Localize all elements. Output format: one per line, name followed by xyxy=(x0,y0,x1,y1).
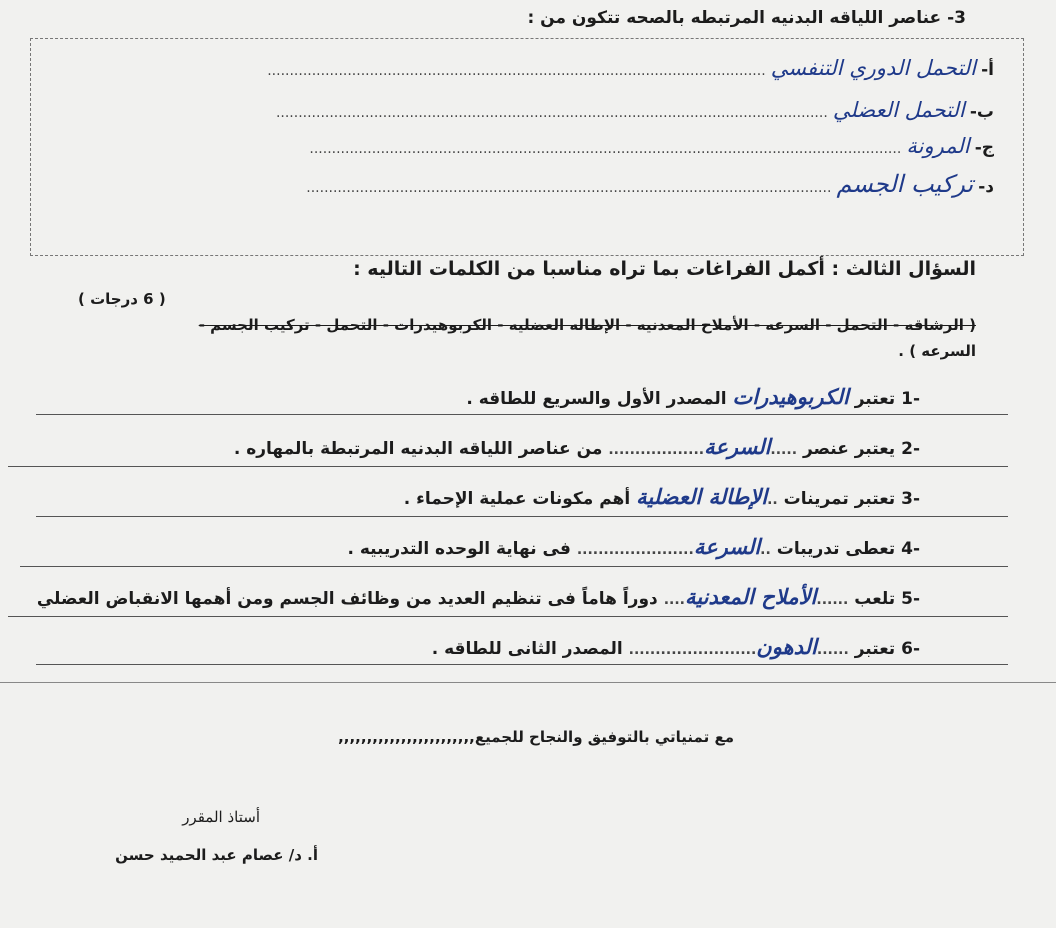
item-prefix: أ- xyxy=(981,60,994,80)
q2-heading: 3- عناصر اللياقه البدنيه المرتبطه بالصحه تتكون من : xyxy=(527,8,966,28)
item-text-before: تلعب xyxy=(854,589,896,609)
dotted-line: ..................................................................................................................................... xyxy=(309,141,902,157)
item-text-before: يعتبر عنصر xyxy=(802,439,896,459)
word-bank-line1: ( الرشاقه - التحمل - السرعه - الأملاح المعدنيه - الإطاله العضليه - الكربوهيدرات - التحمل - تركيب الجسم - xyxy=(198,316,976,334)
section-divider xyxy=(0,682,1056,683)
q2-item-a xyxy=(54,56,994,80)
q2-item-b xyxy=(54,98,994,122)
handwritten-answer: التحمل العضلي xyxy=(832,98,965,122)
answer-rule xyxy=(36,414,1008,415)
item-number: -2 xyxy=(901,439,920,459)
handwritten-answer: المرونة xyxy=(906,134,970,158)
q3-marks: ( 6 درجات ) xyxy=(78,290,166,308)
item-number: -5 xyxy=(901,589,920,609)
item-prefix: د- xyxy=(978,177,994,197)
item-number: -3 xyxy=(901,489,920,509)
item-text-after: فى نهاية الوحده التدريبيه . xyxy=(347,539,571,559)
item-number: -1 xyxy=(901,389,920,409)
item-prefix: ج- xyxy=(974,138,994,158)
closing-text: مع تمنياتي بالتوفيق والنجاح للجميع,,,,,,,,,,,,,,,,,,,,,,,, xyxy=(338,728,734,746)
answer-rule xyxy=(8,466,1008,467)
q3-item-4: -4 تعطى تدريبات ..السرعة...................... فى نهاية الوحده التدريبيه . xyxy=(347,534,920,559)
handwritten-answer: السرعة xyxy=(693,534,761,559)
handwritten-answer: السرعة xyxy=(704,434,771,459)
item-text-after: من عناصر اللياقه البدنيه المرتبطة بالمهاره . xyxy=(233,439,603,459)
q3-heading: السؤال الثالث : أكمل الفراغات بما تراه مناسبا من الكلمات التاليه : xyxy=(353,258,976,280)
item-text-before: تعتبر xyxy=(854,639,896,659)
handwritten-answer: الدهون xyxy=(756,634,817,659)
dotted-line: ............................................................................................................................ xyxy=(275,105,828,121)
item-text-after: دوراً هاماً فى تنظيم العديد من وظائف الجسم ومن أهمها الانقباض العضلي xyxy=(36,589,658,609)
signature-name: أ. د/ عصام عبد الحميد حسن xyxy=(115,846,318,864)
answer-rule xyxy=(36,664,1008,665)
q2-item-c xyxy=(54,134,994,158)
answer-rule xyxy=(36,516,1008,517)
item-number: -6 xyxy=(901,639,920,659)
handwritten-answer: الكربوهيدرات xyxy=(732,384,849,409)
item-text-after: المصدر الأول والسريع للطاقه . xyxy=(466,389,727,409)
q2-item-d xyxy=(54,170,994,198)
item-text-before: تعتبر تمرينات xyxy=(783,489,896,509)
item-text-before: تعتبر xyxy=(854,389,896,409)
item-text-before: تعطى تدريبات xyxy=(776,539,896,559)
q3-item-6: -6 تعتبر ......الدهون........................ المصدر الثانى للطاقه . xyxy=(431,634,920,659)
handwritten-answer: الإطالة العضلية xyxy=(636,484,768,509)
answer-rule xyxy=(8,616,1008,617)
signature-title: أستاذ المقرر xyxy=(182,808,260,826)
q3-item-3: -3 تعتبر تمرينات ..الإطالة العضلية أهم مكونات عملية الإحماء . xyxy=(403,484,920,509)
q3-item-5: -5 تلعب ......الأملاح المعدنية.... دوراً هاماً فى تنظيم العديد من وظائف الجسم ومن أهمها الانقباض العضلي xyxy=(36,584,920,609)
handwritten-answer: الأملاح المعدنية xyxy=(684,584,817,609)
handwritten-answer: التحمل الدوري التنفسي xyxy=(770,56,977,80)
answer-rule xyxy=(20,566,1008,567)
dotted-line: ................................................................................................................ xyxy=(267,63,766,79)
word-bank-line2: السرعه ) . xyxy=(898,342,976,360)
item-number: -4 xyxy=(901,539,920,559)
q3-item-2: -2 يعتبر عنصر .....السرعة.................. من عناصر اللياقه البدنيه المرتبطة بالمهاره . xyxy=(233,434,920,459)
item-text-after: المصدر الثانى للطاقه . xyxy=(431,639,623,659)
item-prefix: ب- xyxy=(969,102,994,122)
handwritten-answer: تركيب الجسم xyxy=(836,170,974,198)
q3-item-1 xyxy=(466,384,920,409)
dotted-line: ...................................................................................................................... xyxy=(306,180,832,196)
item-text-after: أهم مكونات عملية الإحماء . xyxy=(403,489,631,509)
